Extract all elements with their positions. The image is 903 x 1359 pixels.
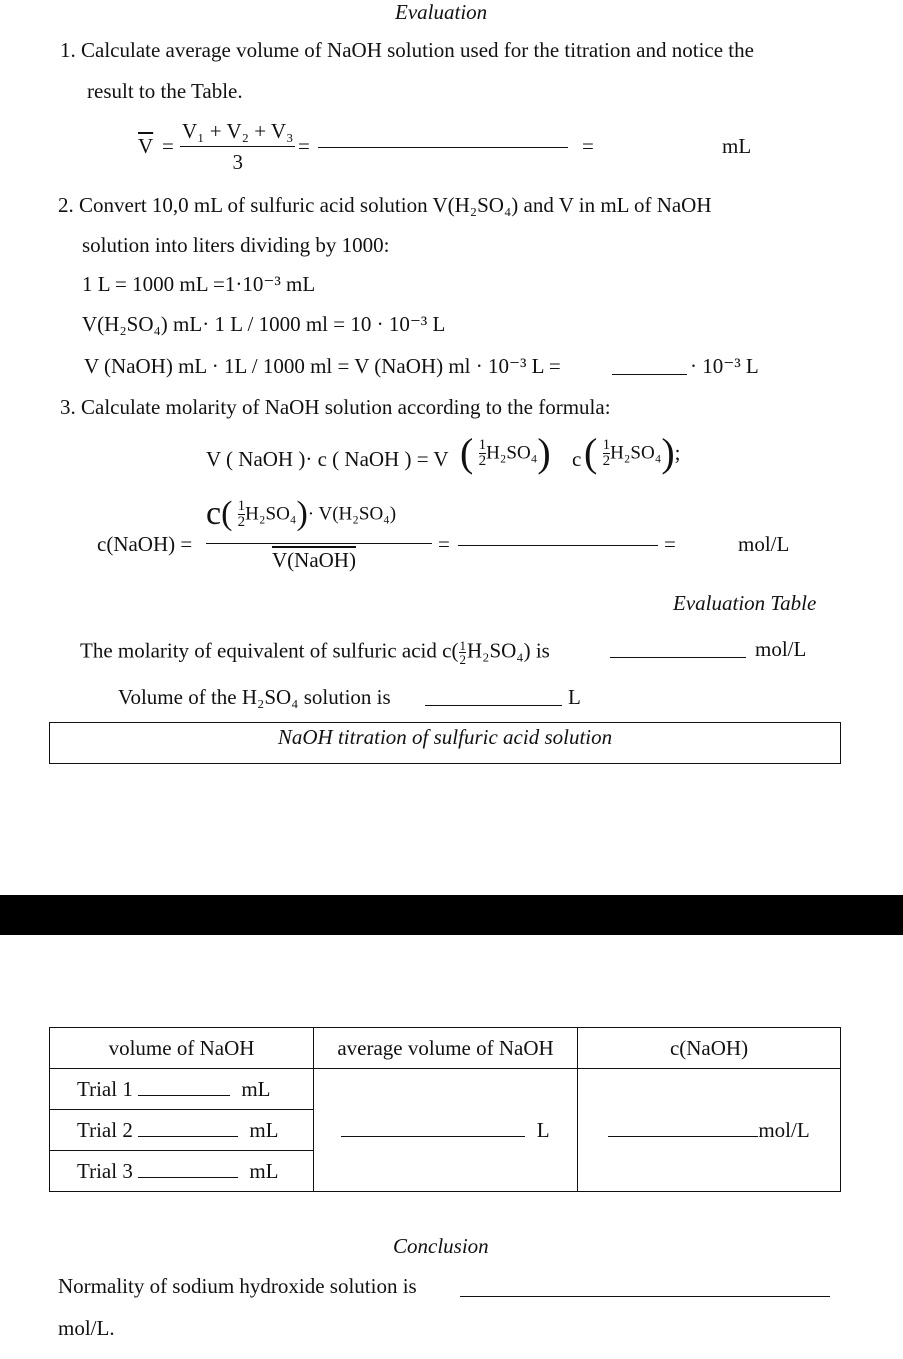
conclusion-heading: Conclusion [393, 1234, 489, 1258]
step2-blank [612, 374, 687, 375]
average-cell [314, 1069, 578, 1192]
conclusion-unit: mol/L. [58, 1316, 115, 1340]
step2-line-c-right: · 10⁻³ L [690, 354, 759, 378]
step3-frac-den: V(NaOH) [272, 548, 356, 572]
step3-unit: mol/L [738, 532, 790, 556]
header-average: average volume of NaOH [314, 1028, 578, 1069]
step3-c: c [572, 447, 582, 471]
volume-blank [425, 705, 562, 706]
step2-line-a: 1 L = 1000 mL =1·10⁻³ mL [82, 272, 316, 296]
step1-text-line1: 1. Calculate average volume of NaOH solution used for the titration and notice the [60, 38, 754, 62]
trial-3-cell [50, 1151, 314, 1192]
trial-2-cell [50, 1110, 314, 1151]
step1-unit: mL [722, 134, 752, 158]
average-unit: L [536, 1117, 550, 1142]
step1-eq3: = [582, 134, 594, 158]
black-band [0, 895, 903, 935]
step3-eq2: = [664, 532, 676, 556]
step3-paren-group-2: ( $\frac{1}{2}$ H₂SO₄); [584, 430, 681, 475]
evaluation-heading: Evaluation [395, 0, 488, 24]
step3-eq: = [438, 532, 450, 556]
header-cnaoh: c(NaOH) [578, 1028, 841, 1069]
step1-denominator: 3 [232, 150, 243, 174]
cnaoh-unit: mol/L [758, 1117, 810, 1142]
step3-blank [458, 545, 658, 546]
step1-eq: = [162, 134, 174, 158]
step3-frac-bar [206, 543, 432, 544]
box-title: NaOH titration of sulfuric acid solution [277, 725, 613, 749]
step1-numerator: V₁ + V₂ + V₃ [180, 119, 295, 147]
trial-3-unit: mL [249, 1158, 279, 1183]
header-volume: volume of NaOH [50, 1028, 314, 1069]
step2-line-c-left: V (NaOH) mL · 1L / 1000 ml = V (NaOH) ml · 10⁻³ L = [84, 354, 561, 378]
evaluation-table [49, 1027, 841, 1192]
trial-1-label: Trial 1 [77, 1076, 133, 1101]
step2-text-line1: 2. Convert 10,0 mL of sulfuric acid solution V(H₂SO₄) and V in mL of NaOH [58, 193, 712, 217]
trial-1-unit: mL [241, 1076, 271, 1101]
conclusion-blank [460, 1296, 830, 1297]
step1-vbar: $\overline{V}$ [138, 134, 154, 158]
trial-2-unit: mL [249, 1117, 279, 1142]
step3-text: 3. Calculate molarity of NaOH solution according to the formula: [60, 395, 611, 419]
trial-3-label: Trial 3 [77, 1158, 133, 1183]
step1-fraction [180, 119, 295, 175]
step3-cnaoh-lhs: c(NaOH) = [97, 532, 193, 556]
step1-text-line2: result to the Table. [87, 79, 243, 103]
step2-text-line2: solution into liters dividing by 1000: [82, 233, 390, 257]
volume-unit: L [568, 685, 581, 709]
step3-frac-numerator: c( $\frac{1}{2}$ H₂SO₄)· V(H₂SO₄) [206, 495, 397, 532]
volume-line: Volume of the H₂SO₄ solution is [118, 685, 391, 709]
molarity-unit: mol/L [755, 637, 807, 661]
trial-2-label: Trial 2 [77, 1117, 133, 1142]
step1-blank [318, 147, 568, 148]
step2-line-b: V(H₂SO₄) mL· 1 L / 1000 ml = 10 · 10⁻³ L [82, 312, 446, 336]
evaluation-table-caption: Evaluation Table [673, 591, 817, 615]
step3-formula-left: V ( NaOH )· c ( NaOH ) = V [206, 447, 449, 471]
box-title-frame [49, 722, 841, 764]
cnaoh-cell [578, 1069, 841, 1192]
molarity-line: The molarity of equivalent of sulfuric acid c( $\frac{1}{2}$ H₂SO₄) is [80, 638, 550, 667]
step3-paren-group-1: ( $\frac{1}{2}$ H₂SO₄) [460, 430, 551, 475]
molarity-blank [610, 657, 746, 658]
step1-eq2: = [298, 134, 310, 158]
conclusion-text: Normality of sodium hydroxide solution is [58, 1274, 417, 1298]
trial-1-cell [50, 1069, 314, 1110]
